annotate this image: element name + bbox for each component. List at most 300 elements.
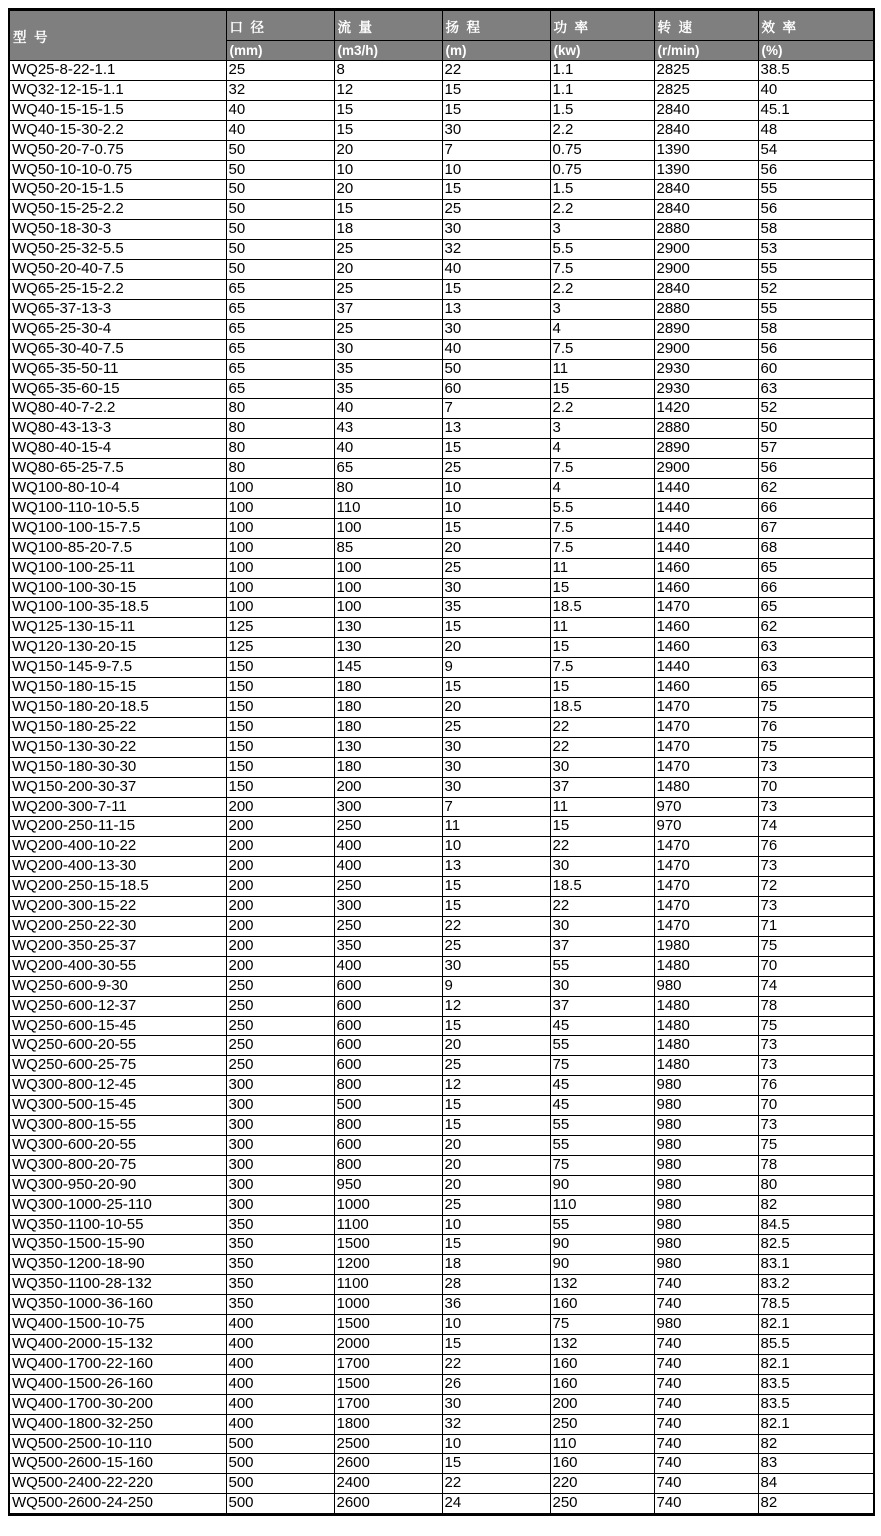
header-efficiency: 效 率 — [758, 10, 874, 41]
power-cell: 30 — [550, 857, 654, 877]
flow-cell: 2000 — [334, 1335, 442, 1355]
speed-cell: 2840 — [654, 120, 758, 140]
speed-cell: 740 — [654, 1275, 758, 1295]
table-row — [9, 757, 874, 777]
efficiency-cell: 73 — [758, 857, 874, 877]
flow-cell: 2600 — [334, 1454, 442, 1474]
table-row — [9, 1135, 874, 1155]
power-cell: 11 — [550, 558, 654, 578]
head-cell: 9 — [442, 976, 550, 996]
power-cell: 4 — [550, 439, 654, 459]
flow-cell: 1000 — [334, 1295, 442, 1315]
power-cell: 132 — [550, 1275, 654, 1295]
flow-cell: 1200 — [334, 1255, 442, 1275]
table-row — [9, 737, 874, 757]
table-row — [9, 578, 874, 598]
head-cell: 15 — [442, 279, 550, 299]
table-row — [9, 897, 874, 917]
diameter-cell: 65 — [226, 279, 334, 299]
diameter-cell: 300 — [226, 1195, 334, 1215]
model-cell: WQ350-1100-10-55 — [9, 1215, 226, 1235]
diameter-cell: 400 — [226, 1315, 334, 1335]
head-cell: 15 — [442, 100, 550, 120]
power-cell: 3 — [550, 220, 654, 240]
table-row — [9, 1175, 874, 1195]
table-row — [9, 1354, 874, 1374]
head-cell: 15 — [442, 1335, 550, 1355]
head-cell: 25 — [442, 1195, 550, 1215]
efficiency-cell: 65 — [758, 598, 874, 618]
table-row — [9, 976, 874, 996]
head-cell: 15 — [442, 439, 550, 459]
table-row — [9, 1096, 874, 1116]
table-row — [9, 61, 874, 81]
efficiency-cell: 70 — [758, 777, 874, 797]
flow-cell: 800 — [334, 1116, 442, 1136]
power-cell: 160 — [550, 1295, 654, 1315]
model-cell: WQ150-180-25-22 — [9, 717, 226, 737]
speed-cell: 2840 — [654, 180, 758, 200]
diameter-cell: 40 — [226, 120, 334, 140]
flow-cell: 200 — [334, 777, 442, 797]
power-cell: 7.5 — [550, 459, 654, 479]
flow-cell: 1500 — [334, 1315, 442, 1335]
table-row — [9, 678, 874, 698]
speed-cell: 2890 — [654, 439, 758, 459]
efficiency-cell: 48 — [758, 120, 874, 140]
table-row — [9, 558, 874, 578]
diameter-cell: 350 — [226, 1255, 334, 1275]
speed-cell: 2880 — [654, 220, 758, 240]
head-cell: 15 — [442, 1235, 550, 1255]
speed-cell: 740 — [654, 1354, 758, 1374]
diameter-cell: 150 — [226, 658, 334, 678]
diameter-cell: 300 — [226, 1175, 334, 1195]
table-row — [9, 160, 874, 180]
power-cell: 4 — [550, 319, 654, 339]
flow-cell: 30 — [334, 339, 442, 359]
power-cell: 37 — [550, 936, 654, 956]
speed-cell: 1460 — [654, 558, 758, 578]
efficiency-cell: 78 — [758, 1155, 874, 1175]
efficiency-cell: 76 — [758, 1076, 874, 1096]
table-row — [9, 518, 874, 538]
head-cell: 20 — [442, 1155, 550, 1175]
diameter-cell: 400 — [226, 1354, 334, 1374]
model-cell: WQ40-15-15-1.5 — [9, 100, 226, 120]
power-cell: 30 — [550, 757, 654, 777]
flow-cell: 100 — [334, 558, 442, 578]
power-cell: 55 — [550, 956, 654, 976]
model-cell: WQ400-2000-15-132 — [9, 1335, 226, 1355]
model-cell: WQ65-35-60-15 — [9, 379, 226, 399]
power-cell: 22 — [550, 737, 654, 757]
power-cell: 55 — [550, 1036, 654, 1056]
power-cell: 250 — [550, 1494, 654, 1515]
speed-cell: 1440 — [654, 479, 758, 499]
efficiency-cell: 56 — [758, 160, 874, 180]
table-row — [9, 180, 874, 200]
table-row — [9, 996, 874, 1016]
table-row — [9, 877, 874, 897]
diameter-cell: 80 — [226, 399, 334, 419]
model-cell: WQ65-37-13-3 — [9, 299, 226, 319]
model-cell: WQ25-8-22-1.1 — [9, 61, 226, 81]
table-row — [9, 359, 874, 379]
diameter-cell: 125 — [226, 618, 334, 638]
efficiency-cell: 75 — [758, 1016, 874, 1036]
flow-cell: 85 — [334, 538, 442, 558]
speed-cell: 2890 — [654, 319, 758, 339]
flow-cell: 600 — [334, 1056, 442, 1076]
speed-cell: 1980 — [654, 936, 758, 956]
efficiency-cell: 83 — [758, 1454, 874, 1474]
efficiency-cell: 82 — [758, 1434, 874, 1454]
head-cell: 10 — [442, 160, 550, 180]
speed-cell: 2825 — [654, 80, 758, 100]
diameter-cell: 100 — [226, 479, 334, 499]
flow-cell: 180 — [334, 717, 442, 737]
power-cell: 0.75 — [550, 140, 654, 160]
flow-cell: 1100 — [334, 1275, 442, 1295]
speed-cell: 1390 — [654, 160, 758, 180]
efficiency-cell: 55 — [758, 299, 874, 319]
efficiency-cell: 65 — [758, 558, 874, 578]
model-cell: WQ80-40-15-4 — [9, 439, 226, 459]
speed-cell: 2900 — [654, 240, 758, 260]
speed-cell: 2840 — [654, 279, 758, 299]
diameter-cell: 150 — [226, 737, 334, 757]
table-row — [9, 240, 874, 260]
power-cell: 90 — [550, 1255, 654, 1275]
table-row — [9, 1315, 874, 1335]
diameter-cell: 50 — [226, 220, 334, 240]
flow-cell: 2400 — [334, 1474, 442, 1494]
efficiency-cell: 62 — [758, 618, 874, 638]
model-cell: WQ300-800-15-55 — [9, 1116, 226, 1136]
speed-cell: 1460 — [654, 618, 758, 638]
flow-cell: 35 — [334, 359, 442, 379]
efficiency-cell: 73 — [758, 1116, 874, 1136]
speed-cell: 740 — [654, 1494, 758, 1515]
efficiency-cell: 70 — [758, 956, 874, 976]
table-row — [9, 1195, 874, 1215]
flow-cell: 500 — [334, 1096, 442, 1116]
table-row — [9, 598, 874, 618]
flow-cell: 100 — [334, 578, 442, 598]
header-flow: 流 量 — [334, 10, 442, 41]
table-row — [9, 777, 874, 797]
power-cell: 75 — [550, 1056, 654, 1076]
model-cell: WQ150-145-9-7.5 — [9, 658, 226, 678]
power-cell: 250 — [550, 1414, 654, 1434]
efficiency-cell: 75 — [758, 737, 874, 757]
efficiency-cell: 40 — [758, 80, 874, 100]
speed-cell: 1390 — [654, 140, 758, 160]
flow-cell: 10 — [334, 160, 442, 180]
model-cell: WQ350-1000-36-160 — [9, 1295, 226, 1315]
power-cell: 75 — [550, 1315, 654, 1335]
table-row — [9, 698, 874, 718]
speed-cell: 740 — [654, 1295, 758, 1315]
model-cell: WQ250-600-20-55 — [9, 1036, 226, 1056]
speed-cell: 740 — [654, 1374, 758, 1394]
model-cell: WQ125-130-15-11 — [9, 618, 226, 638]
speed-cell: 2900 — [654, 339, 758, 359]
speed-cell: 740 — [654, 1474, 758, 1494]
flow-cell: 43 — [334, 419, 442, 439]
head-cell: 15 — [442, 1016, 550, 1036]
flow-cell: 37 — [334, 299, 442, 319]
head-cell: 26 — [442, 1374, 550, 1394]
efficiency-cell: 85.5 — [758, 1335, 874, 1355]
model-cell: WQ400-1500-26-160 — [9, 1374, 226, 1394]
model-cell: WQ200-250-15-18.5 — [9, 877, 226, 897]
model-cell: WQ32-12-15-1.1 — [9, 80, 226, 100]
diameter-cell: 150 — [226, 717, 334, 737]
speed-cell: 740 — [654, 1335, 758, 1355]
efficiency-cell: 83.5 — [758, 1374, 874, 1394]
model-cell: WQ250-600-15-45 — [9, 1016, 226, 1036]
diameter-cell: 250 — [226, 1016, 334, 1036]
diameter-cell: 100 — [226, 538, 334, 558]
efficiency-cell: 63 — [758, 379, 874, 399]
table-row — [9, 956, 874, 976]
head-cell: 15 — [442, 897, 550, 917]
speed-cell: 1480 — [654, 777, 758, 797]
table-row — [9, 857, 874, 877]
table-row — [9, 220, 874, 240]
head-cell: 15 — [442, 618, 550, 638]
table-row — [9, 1255, 874, 1275]
head-cell: 9 — [442, 658, 550, 678]
efficiency-cell: 45.1 — [758, 100, 874, 120]
power-cell: 18.5 — [550, 698, 654, 718]
head-cell: 30 — [442, 578, 550, 598]
diameter-cell: 300 — [226, 1076, 334, 1096]
table-row — [9, 120, 874, 140]
flow-cell: 15 — [334, 100, 442, 120]
diameter-cell: 300 — [226, 1135, 334, 1155]
speed-cell: 980 — [654, 1135, 758, 1155]
model-cell: WQ300-600-20-55 — [9, 1135, 226, 1155]
model-cell: WQ500-2600-15-160 — [9, 1454, 226, 1474]
power-cell: 2.2 — [550, 399, 654, 419]
head-cell: 15 — [442, 877, 550, 897]
model-cell: WQ100-100-15-7.5 — [9, 518, 226, 538]
table-row — [9, 1374, 874, 1394]
head-cell: 20 — [442, 1175, 550, 1195]
flow-cell: 800 — [334, 1155, 442, 1175]
head-cell: 28 — [442, 1275, 550, 1295]
efficiency-cell: 63 — [758, 658, 874, 678]
diameter-cell: 250 — [226, 996, 334, 1016]
header-power: 功 率 — [550, 10, 654, 41]
model-cell: WQ400-1700-22-160 — [9, 1354, 226, 1374]
model-cell: WQ200-400-30-55 — [9, 956, 226, 976]
speed-cell: 740 — [654, 1394, 758, 1414]
power-cell: 1.5 — [550, 180, 654, 200]
speed-cell: 1470 — [654, 837, 758, 857]
power-cell: 7.5 — [550, 518, 654, 538]
power-cell: 132 — [550, 1335, 654, 1355]
flow-cell: 2500 — [334, 1434, 442, 1454]
efficiency-cell: 82 — [758, 1195, 874, 1215]
flow-cell: 350 — [334, 936, 442, 956]
model-cell: WQ350-1100-28-132 — [9, 1275, 226, 1295]
efficiency-cell: 58 — [758, 319, 874, 339]
diameter-cell: 125 — [226, 638, 334, 658]
power-cell: 7.5 — [550, 260, 654, 280]
diameter-cell: 50 — [226, 140, 334, 160]
power-cell: 110 — [550, 1195, 654, 1215]
table-row — [9, 1474, 874, 1494]
flow-cell: 600 — [334, 1036, 442, 1056]
diameter-cell: 250 — [226, 1056, 334, 1076]
head-cell: 13 — [442, 857, 550, 877]
efficiency-cell: 54 — [758, 140, 874, 160]
header-speed: 转 速 — [654, 10, 758, 41]
unit-flow: (m3/h) — [334, 41, 442, 61]
efficiency-cell: 56 — [758, 339, 874, 359]
table-row — [9, 1454, 874, 1474]
head-cell: 13 — [442, 299, 550, 319]
efficiency-cell: 73 — [758, 1036, 874, 1056]
model-cell: WQ250-600-25-75 — [9, 1056, 226, 1076]
speed-cell: 1420 — [654, 399, 758, 419]
flow-cell: 400 — [334, 956, 442, 976]
model-cell: WQ200-300-15-22 — [9, 897, 226, 917]
model-cell: WQ300-500-15-45 — [9, 1096, 226, 1116]
diameter-cell: 300 — [226, 1116, 334, 1136]
flow-cell: 250 — [334, 916, 442, 936]
power-cell: 11 — [550, 618, 654, 638]
model-cell: WQ100-85-20-7.5 — [9, 538, 226, 558]
flow-cell: 12 — [334, 80, 442, 100]
table-row — [9, 817, 874, 837]
model-cell: WQ400-1700-30-200 — [9, 1394, 226, 1414]
table-row — [9, 1275, 874, 1295]
efficiency-cell: 60 — [758, 359, 874, 379]
power-cell: 160 — [550, 1354, 654, 1374]
efficiency-cell: 82 — [758, 1494, 874, 1515]
speed-cell: 980 — [654, 1215, 758, 1235]
flow-cell: 145 — [334, 658, 442, 678]
model-cell: WQ65-25-15-2.2 — [9, 279, 226, 299]
power-cell: 5.5 — [550, 498, 654, 518]
table-row — [9, 916, 874, 936]
diameter-cell: 100 — [226, 578, 334, 598]
speed-cell: 980 — [654, 1155, 758, 1175]
head-cell: 40 — [442, 260, 550, 280]
speed-cell: 1470 — [654, 737, 758, 757]
speed-cell: 980 — [654, 1315, 758, 1335]
flow-cell: 1700 — [334, 1394, 442, 1414]
power-cell: 200 — [550, 1394, 654, 1414]
diameter-cell: 150 — [226, 757, 334, 777]
efficiency-cell: 82.1 — [758, 1315, 874, 1335]
diameter-cell: 300 — [226, 1096, 334, 1116]
diameter-cell: 300 — [226, 1155, 334, 1175]
speed-cell: 980 — [654, 1195, 758, 1215]
head-cell: 15 — [442, 1096, 550, 1116]
speed-cell: 980 — [654, 1235, 758, 1255]
model-cell: WQ300-800-12-45 — [9, 1076, 226, 1096]
table-row — [9, 1215, 874, 1235]
efficiency-cell: 83.5 — [758, 1394, 874, 1414]
flow-cell: 40 — [334, 439, 442, 459]
speed-cell: 1470 — [654, 698, 758, 718]
model-cell: WQ400-1500-10-75 — [9, 1315, 226, 1335]
power-cell: 4 — [550, 479, 654, 499]
power-cell: 37 — [550, 777, 654, 797]
speed-cell: 970 — [654, 817, 758, 837]
power-cell: 1.5 — [550, 100, 654, 120]
diameter-cell: 350 — [226, 1235, 334, 1255]
head-cell: 25 — [442, 558, 550, 578]
power-cell: 55 — [550, 1116, 654, 1136]
head-cell: 30 — [442, 120, 550, 140]
model-cell: WQ150-130-30-22 — [9, 737, 226, 757]
diameter-cell: 200 — [226, 797, 334, 817]
speed-cell: 1460 — [654, 578, 758, 598]
flow-cell: 18 — [334, 220, 442, 240]
power-cell: 11 — [550, 359, 654, 379]
speed-cell: 2880 — [654, 299, 758, 319]
power-cell: 160 — [550, 1454, 654, 1474]
head-cell: 15 — [442, 518, 550, 538]
table-header — [9, 10, 874, 61]
diameter-cell: 150 — [226, 698, 334, 718]
speed-cell: 980 — [654, 1255, 758, 1275]
model-cell: WQ100-100-25-11 — [9, 558, 226, 578]
diameter-cell: 65 — [226, 319, 334, 339]
table-row — [9, 260, 874, 280]
model-cell: WQ500-2400-22-220 — [9, 1474, 226, 1494]
diameter-cell: 200 — [226, 877, 334, 897]
power-cell: 7.5 — [550, 339, 654, 359]
page — [0, 8, 881, 1536]
speed-cell: 1470 — [654, 717, 758, 737]
diameter-cell: 25 — [226, 61, 334, 81]
flow-cell: 600 — [334, 1016, 442, 1036]
model-cell: WQ500-2500-10-110 — [9, 1434, 226, 1454]
head-cell: 60 — [442, 379, 550, 399]
model-cell: WQ250-600-9-30 — [9, 976, 226, 996]
head-cell: 11 — [442, 817, 550, 837]
flow-cell: 1000 — [334, 1195, 442, 1215]
efficiency-cell: 76 — [758, 717, 874, 737]
diameter-cell: 50 — [226, 240, 334, 260]
head-cell: 15 — [442, 1116, 550, 1136]
table-row — [9, 379, 874, 399]
efficiency-cell: 83.2 — [758, 1275, 874, 1295]
model-cell: WQ80-65-25-7.5 — [9, 459, 226, 479]
head-cell: 13 — [442, 419, 550, 439]
head-cell: 30 — [442, 956, 550, 976]
table-row — [9, 498, 874, 518]
head-cell: 30 — [442, 319, 550, 339]
efficiency-cell: 55 — [758, 260, 874, 280]
model-cell: WQ80-43-13-3 — [9, 419, 226, 439]
speed-cell: 2930 — [654, 359, 758, 379]
power-cell: 45 — [550, 1096, 654, 1116]
head-cell: 30 — [442, 757, 550, 777]
head-cell: 12 — [442, 1076, 550, 1096]
head-cell: 22 — [442, 61, 550, 81]
flow-cell: 100 — [334, 518, 442, 538]
speed-cell: 1480 — [654, 1056, 758, 1076]
